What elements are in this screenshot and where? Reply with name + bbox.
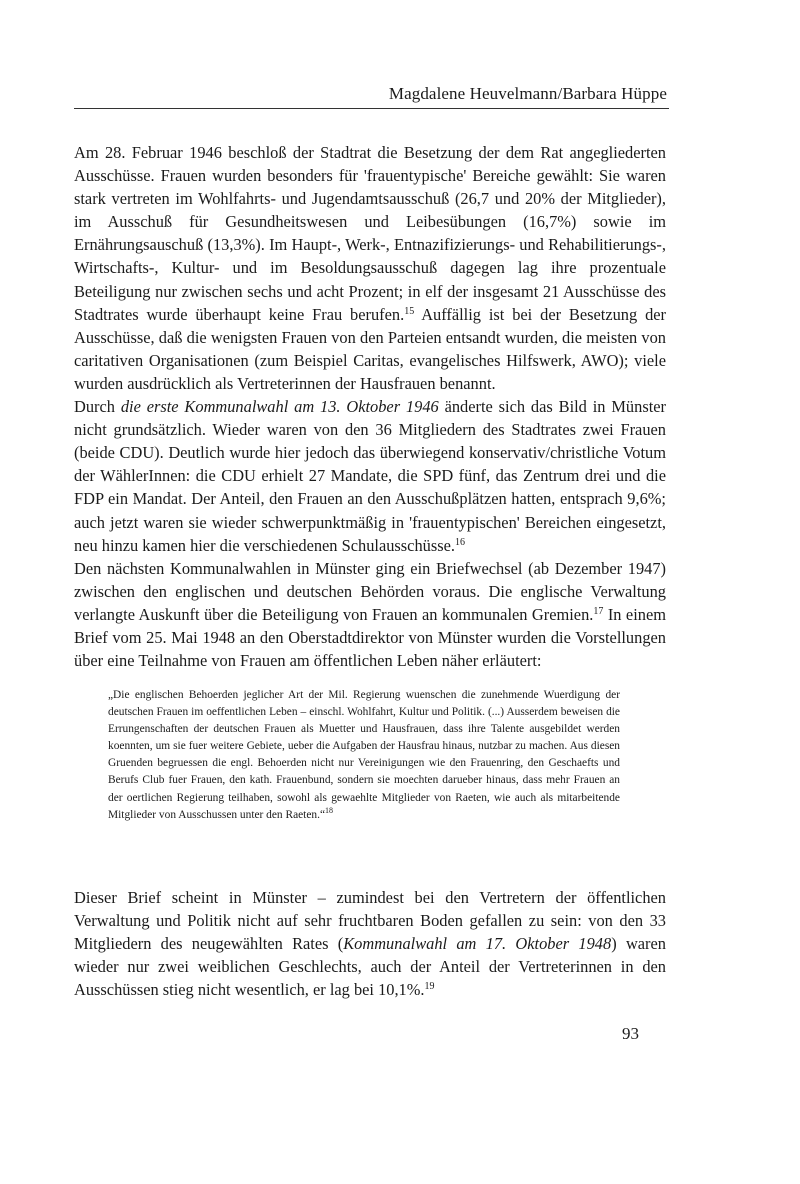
footnote-ref-16: 16 bbox=[454, 536, 465, 548]
paragraph-2-text-a: Durch bbox=[74, 397, 121, 417]
running-head: Magdalene Heuvelmann/Barbara Hüppe bbox=[388, 84, 667, 103]
paragraph-4-italic: Kommunalwahl am 17. Oktober 1948 bbox=[343, 934, 612, 954]
paragraph-2 bbox=[74, 395, 666, 557]
paragraph-3-text-b: In einem Brief vom 25. Mai 1948 an den Oberstadtdirektor von Münster wurden die Vorstellungen über eine Teilnahme von Frauen am öffentlichen Leben näher erläutert: bbox=[74, 604, 666, 671]
paragraph-1 bbox=[74, 141, 666, 395]
paragraph-1-text-b: Auffällig ist bei der Besetzung der Ausschüsse, daß die wenigsten Frauen von den Parteien entsandt wurden, die meisten von caritativen Organisationen (zum Beispiel Caritas, evangelisches Hilfswerk, AWO); viele wurden ausdrücklich als Vertreterinnen der Hausfrauen benannt. bbox=[74, 304, 667, 393]
header-rule bbox=[74, 108, 669, 109]
paragraph-1-text-a: Am 28. Februar 1946 beschloß der Stadtrat die Besetzung der dem Rat angegliederten Ausschüsse. Frauen wurden besonders für 'frauentypische' Bereiche gewählt: Sie waren stark vertreten im Wohlfahrts- und Jugendamtsausschuß (26,7 und 20% der Mitglieder), im Ausschuß für Gesundheitswesen und Leibesübungen (16,7%) sowie im Ernährungsauschuß (13,3%). Im Haupt-, Werk-, Entnazifizierungs- und Rehabilitierungs-, Wirtschafts-, Kultur- und im Besoldungsausschuß dagegen lag ihre prozentuale Beteiligung nur zwischen sechs und acht Prozent; in elf der insgesamt 21 Ausschüsse des Stadtrates wurde überhaupt keine Frau berufen. bbox=[74, 143, 666, 324]
paragraph-2-italic: die erste Kommunalwahl am 13. Oktober 1946 bbox=[120, 397, 439, 417]
quote-body: „Die englischen Behoerden jeglicher Art der Mil. Regierung wuenschen die zunehmende Wuerdigung der deutschen Frauen im oeffentlichen Leben – einschl. Wohlfahrt, Kultur und Politik. (...) Ausserdem beweisen die Errungenschaften der deutschen Frauen als Muetter und Hausfrauen, dass ihre Talente ausgebildet werden koennten, um sie fuer weitere Gebiete, ueber die Aufgaben der Hausfrau hinaus, nutzbar zu machen. Aus diesen Gruenden begruessen die engl. Behoerden nicht nur Vereinigungen wie den Frauenring, den Geschaefts und Berufs Club fuer Frauen, den kath. Frauenbund, sondern sie moechten darueber hinaus, dass mehr Frauen an der oertlichen Regierung teilhaben, sowohl als gewaehlte Mitglieder von Raeten, wie auch als mitarbeitende Mitglieder von Ausschussen unter den Raeten.“ bbox=[108, 689, 620, 821]
paragraph-3 bbox=[74, 557, 666, 672]
footnote-ref-19: 19 bbox=[424, 981, 435, 993]
paragraph-4-text-a: Dieser Brief scheint in Münster – zumindest bei den Vertretern der öffentlichen Verwaltung und Politik nicht auf sehr fruchtbaren Boden gefallen zu sein: von den 33 Mitgliedern des neugewählten Rates ( bbox=[74, 888, 666, 954]
footnote-ref-15: 15 bbox=[404, 305, 415, 317]
footnote-ref-18: 18 bbox=[325, 805, 334, 815]
page-header bbox=[74, 84, 669, 110]
quote-text bbox=[108, 687, 620, 824]
paragraph-4 bbox=[74, 886, 666, 1001]
footnote-ref-17: 17 bbox=[593, 605, 604, 617]
paragraph-3-text-a: Den nächsten Kommunalwahlen in Münster ging ein Briefwechsel (ab Dezember 1947) zwischen den englischen und deutschen Behörden voraus. Die englische Verwaltung verlangte Auskunft über die Beteiligung von Frauen an kommunalen Gremien. bbox=[74, 558, 666, 624]
paragraph-2-text-b: änderte sich das Bild in Münster nicht grundsätzlich. Wieder waren von den 36 Mitgliedern des Stadtrates zwei Frauen (beide CDU). Deutlich wurde hier jedoch das überwiegend konservativ/christliche Votum der WählerInnen: die CDU erhielt 27 Mandate, die SPD fünf, das Zentrum drei und die FDP ein Mandat. Der Anteil, den Frauen an den Ausschußplätzen hatten, entsprach 9,6%; auch jetzt waren sie wieder schwerpunktmäßig in 'frauentypischen' Bereichen eingesetzt, neu hinzu kamen hier die verschiedenen Schulausschüsse. bbox=[74, 397, 666, 555]
page-number: 93 bbox=[622, 1024, 639, 1043]
body-text-upper bbox=[74, 141, 666, 672]
paragraph-4-text-b: ) waren wieder nur zwei weiblichen Geschlechts, auch der Anteil der Vertreterinnen in den Ausschüssen stieg nicht wesentlich, er lag bei 10,1%. bbox=[74, 934, 666, 1000]
body-text-lower bbox=[74, 886, 666, 1001]
block-quote bbox=[108, 687, 620, 824]
